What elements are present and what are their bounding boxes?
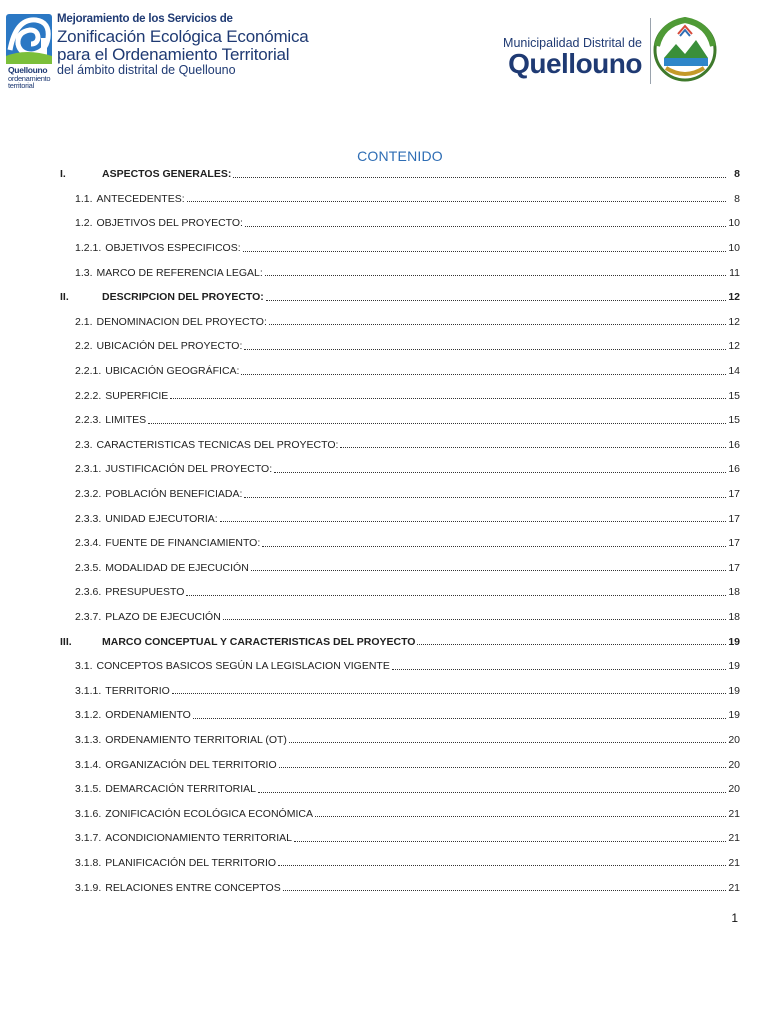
toc-entry[interactable] bbox=[60, 728, 740, 753]
toc-leader-dots bbox=[193, 708, 726, 719]
project-title-block bbox=[57, 14, 309, 76]
toc-entry[interactable] bbox=[60, 285, 740, 310]
toc-leader-dots bbox=[233, 167, 726, 178]
toc-entry-title: FUENTE DE FINANCIAMIENTO: bbox=[105, 537, 261, 550]
toc-leader-dots bbox=[294, 831, 726, 842]
toc-entry-page: 8 bbox=[734, 192, 740, 205]
toc-entry-number: 3.1.9. bbox=[75, 881, 102, 894]
brand-line-3: para el Ordenamiento Territorial bbox=[57, 44, 290, 64]
toc-entry[interactable] bbox=[60, 359, 740, 384]
toc-leader-dots bbox=[265, 265, 726, 276]
toc-entry-number: III. bbox=[60, 635, 72, 648]
toc-entry[interactable] bbox=[60, 506, 740, 531]
toc-entry-title: LIMITES bbox=[105, 414, 147, 427]
toc-entry-page: 12 bbox=[728, 291, 740, 304]
toc-entry[interactable] bbox=[60, 482, 740, 507]
toc-entry-page: 21 bbox=[728, 856, 740, 869]
toc-entry-number: 1.3. bbox=[75, 266, 93, 279]
toc-entry[interactable] bbox=[60, 334, 740, 359]
toc-entry-title: RELACIONES ENTRE CONCEPTOS bbox=[105, 881, 281, 894]
toc-entry-title: DENOMINACION DEL PROYECTO: bbox=[96, 315, 267, 328]
toc-entry[interactable] bbox=[60, 433, 740, 458]
toc-entry-page: 17 bbox=[728, 561, 740, 574]
toc-leader-dots bbox=[258, 782, 726, 793]
toc-leader-dots bbox=[244, 339, 726, 350]
toc-entry[interactable] bbox=[60, 580, 740, 605]
toc-entry-title: OBJETIVOS DEL PROYECTO: bbox=[96, 217, 243, 230]
toc-entry[interactable] bbox=[60, 752, 740, 777]
toc-entry-title: SUPERFICIE bbox=[105, 389, 169, 402]
toc-entry-title: ACONDICIONAMIENTO TERRITORIAL bbox=[105, 832, 292, 845]
header-divider bbox=[650, 18, 651, 84]
toc-entry-title: POBLACIÓN BENEFICIADA: bbox=[105, 488, 243, 501]
toc-entry[interactable] bbox=[60, 777, 740, 802]
toc-entry-number: 3.1. bbox=[75, 660, 93, 673]
toc-entry[interactable] bbox=[60, 408, 740, 433]
toc-entry-number: 3.1.1. bbox=[75, 684, 102, 697]
toc-entry-page: 20 bbox=[728, 733, 740, 746]
toc-entry-page: 20 bbox=[728, 758, 740, 771]
toc-entry-page: 17 bbox=[728, 512, 740, 525]
toc-leader-dots bbox=[170, 388, 726, 399]
toc-title: CONTENIDO bbox=[357, 148, 443, 164]
toc-entry[interactable] bbox=[60, 605, 740, 630]
toc-leader-dots bbox=[269, 314, 726, 325]
brand-line-1: Mejoramiento de los Servicios de bbox=[57, 13, 233, 25]
toc-leader-dots bbox=[274, 462, 726, 473]
toc-entry-page: 19 bbox=[728, 684, 740, 697]
toc-entry-title: TERRITORIO bbox=[105, 684, 170, 697]
toc-entry-title: DESCRIPCION DEL PROYECTO: bbox=[102, 291, 264, 304]
toc-entry-number: 2.3.2. bbox=[75, 488, 102, 501]
toc-leader-dots bbox=[279, 757, 726, 768]
toc-entry-number: 2.2.3. bbox=[75, 414, 102, 427]
toc-entry[interactable] bbox=[60, 457, 740, 482]
toc-entry-title: UBICACIÓN GEOGRÁFICA: bbox=[105, 365, 240, 378]
toc-entry[interactable] bbox=[60, 801, 740, 826]
toc-leader-dots bbox=[172, 683, 726, 694]
toc-entry-page: 11 bbox=[729, 266, 740, 279]
toc-leader-dots bbox=[187, 191, 726, 202]
toc-entry-title: CONCEPTOS BASICOS SEGÚN LA LEGISLACION VIGENTE bbox=[96, 660, 390, 673]
toc-leader-dots bbox=[241, 364, 726, 375]
toc-leader-dots bbox=[243, 241, 726, 252]
toc-entry[interactable] bbox=[60, 678, 740, 703]
toc-entry-title: MARCO CONCEPTUAL Y CARACTERISTICAS DEL PROYECTO bbox=[102, 635, 416, 648]
toc-entry-page: 14 bbox=[728, 365, 740, 378]
toc-entry-title: JUSTIFICACIÓN DEL PROYECTO: bbox=[105, 463, 273, 476]
toc-entry-title: UNIDAD EJECUTORIA: bbox=[105, 512, 218, 525]
toc-entry-number: 2.2.2. bbox=[75, 389, 102, 402]
toc-entry[interactable] bbox=[60, 629, 740, 654]
toc-entry-title: CARACTERISTICAS TECNICAS DEL PROYECTO: bbox=[96, 438, 339, 451]
toc-entry-page: 20 bbox=[728, 783, 740, 796]
toc-leader-dots bbox=[283, 880, 726, 891]
municipal-seal-icon bbox=[652, 16, 718, 84]
toc-entry-title: PRESUPUESTO bbox=[105, 586, 185, 599]
toc-entry-page: 18 bbox=[728, 586, 740, 599]
toc-entry-number: 2.2. bbox=[75, 340, 93, 353]
toc-entry-title: PLAZO DE EJECUCIÓN bbox=[105, 610, 221, 623]
toc-entry-page: 10 bbox=[728, 242, 740, 255]
header-brand-left bbox=[6, 12, 309, 90]
toc-entry[interactable] bbox=[60, 703, 740, 728]
toc-entry-number: 3.1.8. bbox=[75, 856, 102, 869]
toc-entry-title: ORDENAMIENTO bbox=[105, 709, 191, 722]
toc-entry-number: 2.3.4. bbox=[75, 537, 102, 550]
toc-entry-title: DEMARCACIÓN TERRITORIAL bbox=[105, 783, 256, 796]
toc-entry-number: 2.1. bbox=[75, 315, 93, 328]
toc-entry-page: 17 bbox=[728, 537, 740, 550]
toc-leader-dots bbox=[245, 216, 726, 227]
toc-leader-dots bbox=[278, 855, 726, 866]
toc-entry[interactable] bbox=[60, 236, 740, 261]
municipality-subtitle: Municipalidad Distrital de bbox=[503, 36, 642, 50]
toc-leader-dots bbox=[392, 659, 726, 670]
toc-entry-title: MARCO DE REFERENCIA LEGAL: bbox=[96, 266, 263, 279]
toc-entry-page: 10 bbox=[728, 217, 740, 230]
toc-leader-dots bbox=[220, 511, 726, 522]
toc-entry-number: II. bbox=[60, 291, 69, 304]
toc-entry-number: 2.2.1. bbox=[75, 365, 102, 378]
toc-entry-page: 21 bbox=[728, 807, 740, 820]
toc-entry-page: 19 bbox=[728, 709, 740, 722]
municipality-name: Quellouno bbox=[508, 48, 642, 79]
toc-leader-dots bbox=[315, 806, 726, 817]
toc-entry-number: 2.3.7. bbox=[75, 610, 102, 623]
brand-line-4: del ámbito distrital de Quellouno bbox=[57, 62, 236, 77]
table-of-contents bbox=[60, 162, 740, 900]
page-number: 1 bbox=[731, 911, 738, 925]
toc-entry[interactable] bbox=[60, 310, 740, 335]
toc-leader-dots bbox=[148, 413, 726, 424]
toc-entry-number: 3.1.4. bbox=[75, 758, 102, 771]
toc-entry-page: 16 bbox=[728, 463, 740, 476]
toc-leader-dots bbox=[417, 634, 726, 645]
toc-entry[interactable] bbox=[60, 826, 740, 851]
toc-entry-title: ORDENAMIENTO TERRITORIAL (OT) bbox=[105, 733, 287, 746]
toc-entry-page: 17 bbox=[728, 488, 740, 501]
toc-leader-dots bbox=[244, 487, 726, 498]
toc-entry[interactable] bbox=[60, 851, 740, 876]
toc-entry[interactable] bbox=[60, 875, 740, 900]
toc-entry-number: I. bbox=[60, 168, 66, 181]
toc-entry-number: 2.3.3. bbox=[75, 512, 102, 525]
toc-entry-number: 3.1.2. bbox=[75, 709, 102, 722]
toc-entry-title: ASPECTOS GENERALES: bbox=[102, 168, 232, 181]
toc-entry[interactable] bbox=[60, 531, 740, 556]
toc-entry[interactable] bbox=[60, 187, 740, 212]
toc-entry-number: 2.3.5. bbox=[75, 561, 102, 574]
toc-entry-page: 12 bbox=[728, 315, 740, 328]
toc-leader-dots bbox=[262, 536, 726, 547]
toc-entry[interactable] bbox=[60, 556, 740, 581]
toc-leader-dots bbox=[251, 560, 726, 571]
brand-line-2: Zonificación Ecológica Económica bbox=[57, 26, 309, 46]
header-municipality bbox=[500, 14, 730, 88]
toc-entry-page: 21 bbox=[728, 832, 740, 845]
toc-entry-title: ANTECEDENTES: bbox=[96, 192, 185, 205]
toc-entry-page: 8 bbox=[734, 168, 740, 181]
toc-entry-number: 3.1.6. bbox=[75, 807, 102, 820]
toc-entry-page: 21 bbox=[728, 881, 740, 894]
toc-entry[interactable] bbox=[60, 260, 740, 285]
toc-entry[interactable] bbox=[60, 162, 740, 187]
toc-entry-page: 15 bbox=[728, 389, 740, 402]
toc-leader-dots bbox=[223, 609, 726, 620]
toc-leader-dots bbox=[266, 290, 726, 301]
toc-leader-dots bbox=[340, 437, 726, 448]
logo-text-ordenamiento: ordenamiento territorial bbox=[8, 74, 51, 90]
logo-text-quellouno: Quellouno bbox=[8, 65, 48, 75]
toc-entry-page: 19 bbox=[728, 660, 740, 673]
toc-entry[interactable] bbox=[60, 211, 740, 236]
toc-entry-number: 2.3.1. bbox=[75, 463, 102, 476]
toc-entry-page: 19 bbox=[728, 635, 740, 648]
toc-entry-title: ORGANIZACIÓN DEL TERRITORIO bbox=[105, 758, 277, 771]
toc-entry-title: PLANIFICACIÓN DEL TERRITORIO bbox=[105, 856, 277, 869]
toc-entry-number: 1.2. bbox=[75, 217, 93, 230]
toc-entry-number: 2.3.6. bbox=[75, 586, 102, 599]
toc-entry-number: 3.1.5. bbox=[75, 783, 102, 796]
toc-entry-number: 1.2.1. bbox=[75, 242, 102, 255]
toc-entry[interactable] bbox=[60, 383, 740, 408]
toc-leader-dots bbox=[289, 732, 726, 743]
toc-entry-title: OBJETIVOS ESPECIFICOS: bbox=[105, 242, 241, 255]
toc-entry[interactable] bbox=[60, 654, 740, 679]
toc-entry-number: 3.1.3. bbox=[75, 733, 102, 746]
toc-entry-number: 1.1. bbox=[75, 192, 93, 205]
toc-entry-page: 12 bbox=[728, 340, 740, 353]
toc-entry-page: 18 bbox=[728, 610, 740, 623]
toc-leader-dots bbox=[186, 585, 726, 596]
toc-entry-page: 16 bbox=[728, 438, 740, 451]
toc-entry-title: ZONIFICACIÓN ECOLÓGICA ECONÓMICA bbox=[105, 807, 313, 820]
toc-entry-number: 2.3. bbox=[75, 438, 93, 451]
toc-entry-page: 15 bbox=[728, 414, 740, 427]
toc-entry-title: MODALIDAD DE EJECUCIÓN bbox=[105, 561, 249, 574]
toc-entry-title: UBICACIÓN DEL PROYECTO: bbox=[96, 340, 243, 353]
toc-entry-number: 3.1.7. bbox=[75, 832, 102, 845]
